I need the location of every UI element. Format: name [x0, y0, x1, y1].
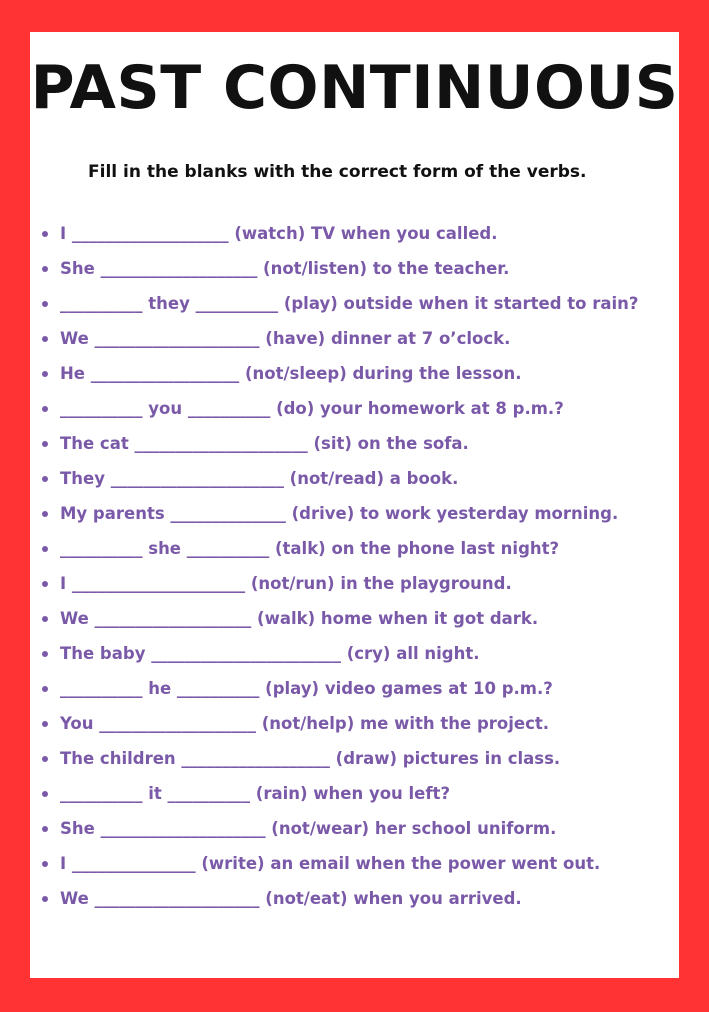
exercise-item-4: We ____________________ (have) dinner at 7 o’clock. — [42, 321, 670, 356]
exercise-item-12: We ___________________ (walk) home when it got dark. — [42, 601, 670, 636]
exercise-item-2: She ___________________ (not/listen) to the teacher. — [42, 251, 670, 286]
exercise-item-17: __________ it __________ (rain) when you left? — [42, 776, 670, 811]
exercise-item-19: I _______________ (write) an email when the power went out. — [42, 846, 670, 881]
exercise-item-9: My parents ______________ (drive) to work yesterday morning. — [42, 496, 670, 531]
worksheet-page — [30, 32, 679, 978]
exercise-item-13: The baby _______________________ (cry) all night. — [42, 636, 670, 671]
exercise-item-6: __________ you __________ (do) your homework at 8 p.m.? — [42, 391, 670, 426]
exercise-item-11: I _____________________ (not/run) in the playground. — [42, 566, 670, 601]
exercise-item-16: The children __________________ (draw) pictures in class. — [42, 741, 670, 776]
exercise-item-1: I ___________________ (watch) TV when you called. — [42, 216, 670, 251]
exercise-item-20: We ____________________ (not/eat) when you arrived. — [42, 881, 670, 916]
exercise-item-8: They _____________________ (not/read) a book. — [42, 461, 670, 496]
exercise-item-14: __________ he __________ (play) video games at 10 p.m.? — [42, 671, 670, 706]
exercise-item-18: She ____________________ (not/wear) her school uniform. — [42, 811, 670, 846]
exercise-item-15: You ___________________ (not/help) me with the project. — [42, 706, 670, 741]
page-title: PAST CONTINUOUS — [30, 53, 679, 123]
exercise-item-3: __________ they __________ (play) outside when it started to rain? — [42, 286, 670, 321]
exercise-item-7: The cat _____________________ (sit) on the sofa. — [42, 426, 670, 461]
exercise-item-5: He __________________ (not/sleep) during the lesson. — [42, 356, 670, 391]
exercise-item-10: __________ she __________ (talk) on the phone last night? — [42, 531, 670, 566]
exercise-list — [42, 216, 670, 916]
instructions: Fill in the blanks with the correct form of the verbs. — [88, 162, 587, 182]
